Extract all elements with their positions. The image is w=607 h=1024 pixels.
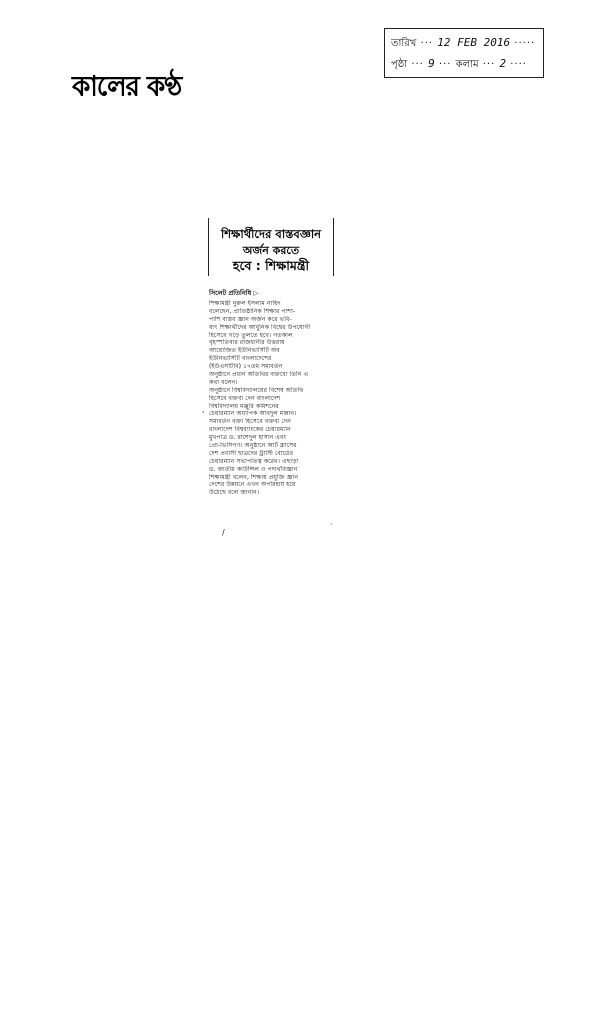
stamp-column-label: কলাম xyxy=(455,59,479,70)
body-line: সমাবর্তন বক্তা হিসেবে বক্তব্য দেন xyxy=(209,418,291,426)
stamp-page-value: 9 xyxy=(428,57,435,70)
body-line: অনুষ্ঠানে প্রধান অতিথির বক্তব্যে তিনি এ xyxy=(209,371,309,379)
article-body xyxy=(209,300,337,497)
body-line: বলেছেন, প্রাতিষ্ঠানিক শিক্ষার পাশা- xyxy=(209,307,296,315)
headline-line-1: শিক্ষার্থীদের বাস্তবজ্ঞান xyxy=(220,227,322,241)
body-line: মুখপাত্র ড. রাশেদুল হাসান এবং xyxy=(209,434,287,442)
body-line: বাংলাদেশ বিশ্বব্যাংকের চেয়ারম্যান xyxy=(209,426,291,434)
body-line: বৃহস্পতিবার রাজধানীর উত্তরায় xyxy=(209,339,285,347)
body-line: (ইউএসটিবি) ১৭তম সমাবর্তন xyxy=(209,363,283,371)
body-line: প্রো-ভিসিগণ। অনুষ্ঠানে আর্ট ক্লাসের xyxy=(209,442,297,450)
byline: সিলেট প্রতিনিধি ▷ xyxy=(209,289,259,297)
stamp-date-row: তারিখ ··· 12 FEB 2016 ····· xyxy=(391,36,536,49)
headline-line-3: হবে : শিক্ষামন্ত্রী xyxy=(232,258,310,273)
body-line: অনুষ্ঠানে বিশ্ববিদ্যালয়ের বিশেষ অতিথি xyxy=(209,386,304,394)
body-line: দেশ প্রবাসী ছাত্রদের ট্রাস্টি বোর্ডের xyxy=(209,449,294,457)
news-clipping xyxy=(200,218,338,540)
scan-mark: ' xyxy=(202,410,205,419)
body-line: ইউনিভার্সিটি বাংলাদেশের xyxy=(209,355,272,363)
scan-mark: / xyxy=(222,528,225,537)
body-line: ষ্যৎ শিক্ষার্থীদের আধুনিক বিশ্বের উপযোগী xyxy=(209,323,311,331)
stamp-date-value: 12 FEB 2016 xyxy=(437,36,511,49)
body-line: চেয়ারম্যান অধ্যাপক আবদুল মান্নান। xyxy=(209,410,297,418)
stamp-date-label: তারিখ xyxy=(391,38,417,49)
body-line: চেয়ারম্যান সভাপতিত্ব করেন। এছাড়া xyxy=(209,457,299,465)
body-line: হিসেবে বক্তব্য দেন বাংলাদেশ xyxy=(209,394,281,402)
body-line: উঠেছে বলে জানান। xyxy=(209,489,260,497)
stamp-column-value: 2 xyxy=(499,57,507,70)
body-line: পাশি বাস্তব জ্ঞান অর্জন করে ভবি- xyxy=(209,315,292,323)
archive-stamp xyxy=(384,28,544,78)
body-line: ড. জাতীয় কাউন্সিল ও পদার্থবিজ্ঞান xyxy=(209,465,298,473)
stamp-page-row: পৃষ্ঠা ··· 9 ··· কলাম ··· 2 ···· xyxy=(391,57,527,70)
body-line: বিশ্ববিদ্যালয় মঞ্জুরি কমিশনের xyxy=(209,402,279,410)
body-line: কথা বলেন। xyxy=(209,378,238,386)
stamp-page-label: পৃষ্ঠা xyxy=(391,59,408,70)
body-line: হিসেবে গড়ে তুলতে হবে। গতকাল xyxy=(209,331,293,339)
body-line: শিক্ষামন্ত্রী নুরুল ইসলাম নাহিদ xyxy=(209,300,281,307)
scan-mark: · xyxy=(330,520,333,529)
body-line: আয়োজিত ইউনিভার্সিটি অব xyxy=(209,347,280,355)
body-line: শিক্ষামন্ত্রী বলেন, শিক্ষায় প্রযুক্তি জ্ঞান xyxy=(209,473,299,481)
body-line: দেশের উন্নয়নে এখন অপরিহার্য হয়ে xyxy=(209,481,296,489)
newspaper-masthead: কালের কণ্ঠ xyxy=(72,71,182,103)
headline-line-2: অর্জন করতে xyxy=(242,244,300,257)
headline-frame xyxy=(208,218,334,276)
